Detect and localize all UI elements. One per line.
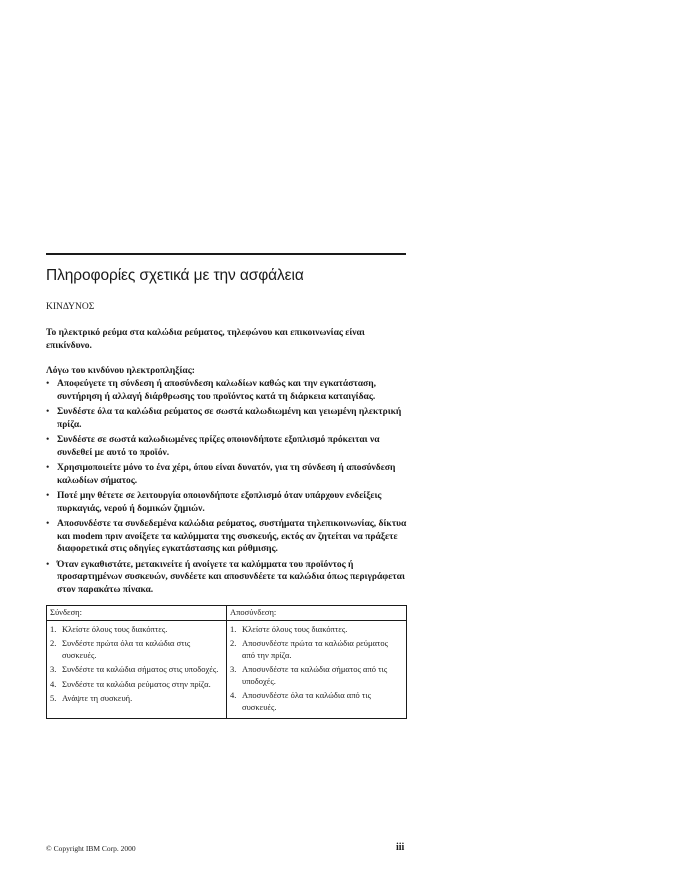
step-number: 1. xyxy=(230,623,237,634)
step-number: 3. xyxy=(50,664,57,674)
step-text: Κλείστε όλους τους διακόπτες. xyxy=(62,623,168,634)
step-text: Ανάψτε τη συσκευή. xyxy=(62,693,133,703)
step-number: 4. xyxy=(230,690,237,700)
step-number: 5. xyxy=(50,693,57,703)
step-item xyxy=(230,690,403,713)
connect-steps-cell xyxy=(47,620,227,719)
connect-header: Σύνδεση: xyxy=(47,606,227,621)
step-item xyxy=(50,679,223,691)
bullet-item: • Συνδέστε όλα τα καλώδια ρεύματος σε σωστά καλωδιωμένη και γειωμένη ηλεκτρική πρίζα. xyxy=(46,406,408,431)
safety-bullet-list xyxy=(46,378,408,599)
disconnect-steps-cell xyxy=(227,620,407,719)
bullet-item: • Αποφεύγετε τη σύνδεση ή αποσύνδεση καλωδίων καθώς και την εγκατάσταση, συντήρηση ή αλλαγή διάρθρωσης του προϊόντος κατά τη διάρκεια καταιγίδας. xyxy=(46,378,408,403)
step-item xyxy=(230,664,403,687)
step-item xyxy=(50,638,223,661)
danger-label: ΚΙΝΔΥΝΟΣ xyxy=(46,302,95,312)
bullet-item: • Ποτέ μην θέτετε σε λειτουργία οποιονδήποτε εξοπλισμό όταν υπάρχουν ενδείξεις πυρκαγιάς, νερού ή δομικών ζημιών. xyxy=(46,490,408,515)
step-text: Αποσυνδέστε πρώτα τα καλώδια ρεύματος από την πρίζα. xyxy=(242,638,389,660)
connect-disconnect-table xyxy=(46,605,407,719)
step-item xyxy=(230,624,403,636)
bullet-item: • Χρησιμοποιείτε μόνο το ένα χέρι, όπου είναι δυνατόν, για τη σύνδεση ή αποσύνδεση καλωδίων σήματος. xyxy=(46,462,408,487)
page-title: Πληροφορίες σχετικά με την ασφάλεια xyxy=(46,267,304,284)
copyright-notice: © Copyright IBM Corp. 2000 xyxy=(46,844,136,853)
step-number: 2. xyxy=(50,638,57,648)
bullet-item: • Αποσυνδέστε τα συνδεδεμένα καλώδια ρεύματος, συστήματα τηλεπικοινωνίας, δίκτυα και modem πριν ανοίξετε τα καλύμματα της συσκευής, εκτός αν ζητείται να πράξετε διαφορετικά στις οδηγίες εγκατάστασης και ρύθμισης. xyxy=(46,518,408,556)
step-text: Συνδέστε πρώτα όλα τα καλώδια στις συσκευές. xyxy=(62,638,191,660)
disconnect-header: Αποσύνδεση: xyxy=(227,606,407,621)
step-number: 1. xyxy=(50,623,57,634)
step-item xyxy=(50,624,223,636)
step-number: 3. xyxy=(230,664,237,674)
step-text: Συνδέστε τα καλώδια ρεύματος στην πρίζα. xyxy=(62,678,211,689)
step-number: 4. xyxy=(50,678,57,689)
step-text: Κλείστε όλους τους διακόπτες. xyxy=(242,623,348,634)
step-item xyxy=(230,638,403,661)
step-text: Συνδέστε τα καλώδια σήματος στις υποδοχές. xyxy=(62,664,219,674)
section-rule xyxy=(46,253,406,255)
page-number: iii xyxy=(396,842,405,853)
danger-intro: Το ηλεκτρικό ρεύμα στα καλώδια ρεύματος, τηλεφώνου και επικοινωνίας είναι επικίνδυνο. xyxy=(46,328,365,351)
step-item xyxy=(50,664,223,676)
step-number: 2. xyxy=(230,638,237,648)
step-text: Αποσυνδέστε όλα τα καλώδια από τις συσκευές. xyxy=(242,690,371,712)
bullet-item: • Όταν εγκαθιστάτε, μετακινείτε ή ανοίγετε τα καλύμματα του προϊόντος ή προσαρτημένων συσκευών, συνδέετε και αποσυνδέετε τα καλώδια όπως περιγράφεται στον παρακάτω πίνακα. xyxy=(46,559,408,597)
disconnect-steps-list xyxy=(230,624,403,714)
connect-steps-list xyxy=(50,624,223,705)
step-text: Αποσυνδέστε τα καλώδια σήματος από τις υποδοχές. xyxy=(242,664,388,686)
bullet-item: • Συνδέστε σε σωστά καλωδιωμένες πρίζες οποιονδήποτε εξοπλισμό πρόκειται να συνδεθεί με αυτό το προϊόν. xyxy=(46,434,408,459)
shock-lead: Λόγω του κινδύνου ηλεκτροπληξίας: xyxy=(46,366,195,376)
step-item xyxy=(50,693,223,705)
